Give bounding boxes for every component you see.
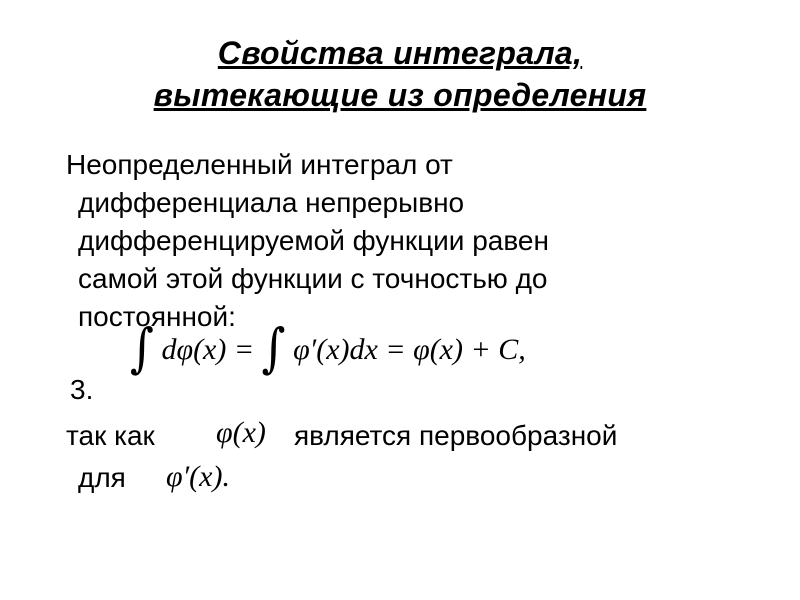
for-prefix: для xyxy=(78,462,126,493)
formula-lhs: dφ(x) = xyxy=(161,333,255,366)
property-paragraph xyxy=(66,146,718,336)
paragraph-line: самой этой функции с точностью до xyxy=(78,263,548,294)
paragraph-line: постоянной: xyxy=(78,301,236,332)
title-line-1: Свойства интеграла, xyxy=(217,35,583,71)
for-line xyxy=(78,462,478,502)
for-formula: φ′(x). xyxy=(166,460,230,493)
reason-prefix: так как xyxy=(66,420,155,451)
integral-formula xyxy=(130,316,570,379)
item-number: 3. xyxy=(70,374,94,405)
paragraph-line: дифференцируемой функции равен xyxy=(78,225,549,256)
paragraph-line: дифференциала непрерывно xyxy=(78,187,465,218)
integral-sign: ∫ xyxy=(130,316,154,379)
slide-title xyxy=(0,32,800,116)
paragraph-line: Неопределенный интеграл от xyxy=(66,149,453,180)
reason-suffix: является первообразной xyxy=(294,420,618,451)
reason-line xyxy=(66,416,746,460)
title-line-2: вытекающие из определения xyxy=(153,77,647,113)
formula-rhs: φ′(x)dx = φ(x) + C, xyxy=(293,333,526,366)
integral-sign: ∫ xyxy=(261,316,286,379)
reason-formula: φ(x) xyxy=(216,416,266,449)
